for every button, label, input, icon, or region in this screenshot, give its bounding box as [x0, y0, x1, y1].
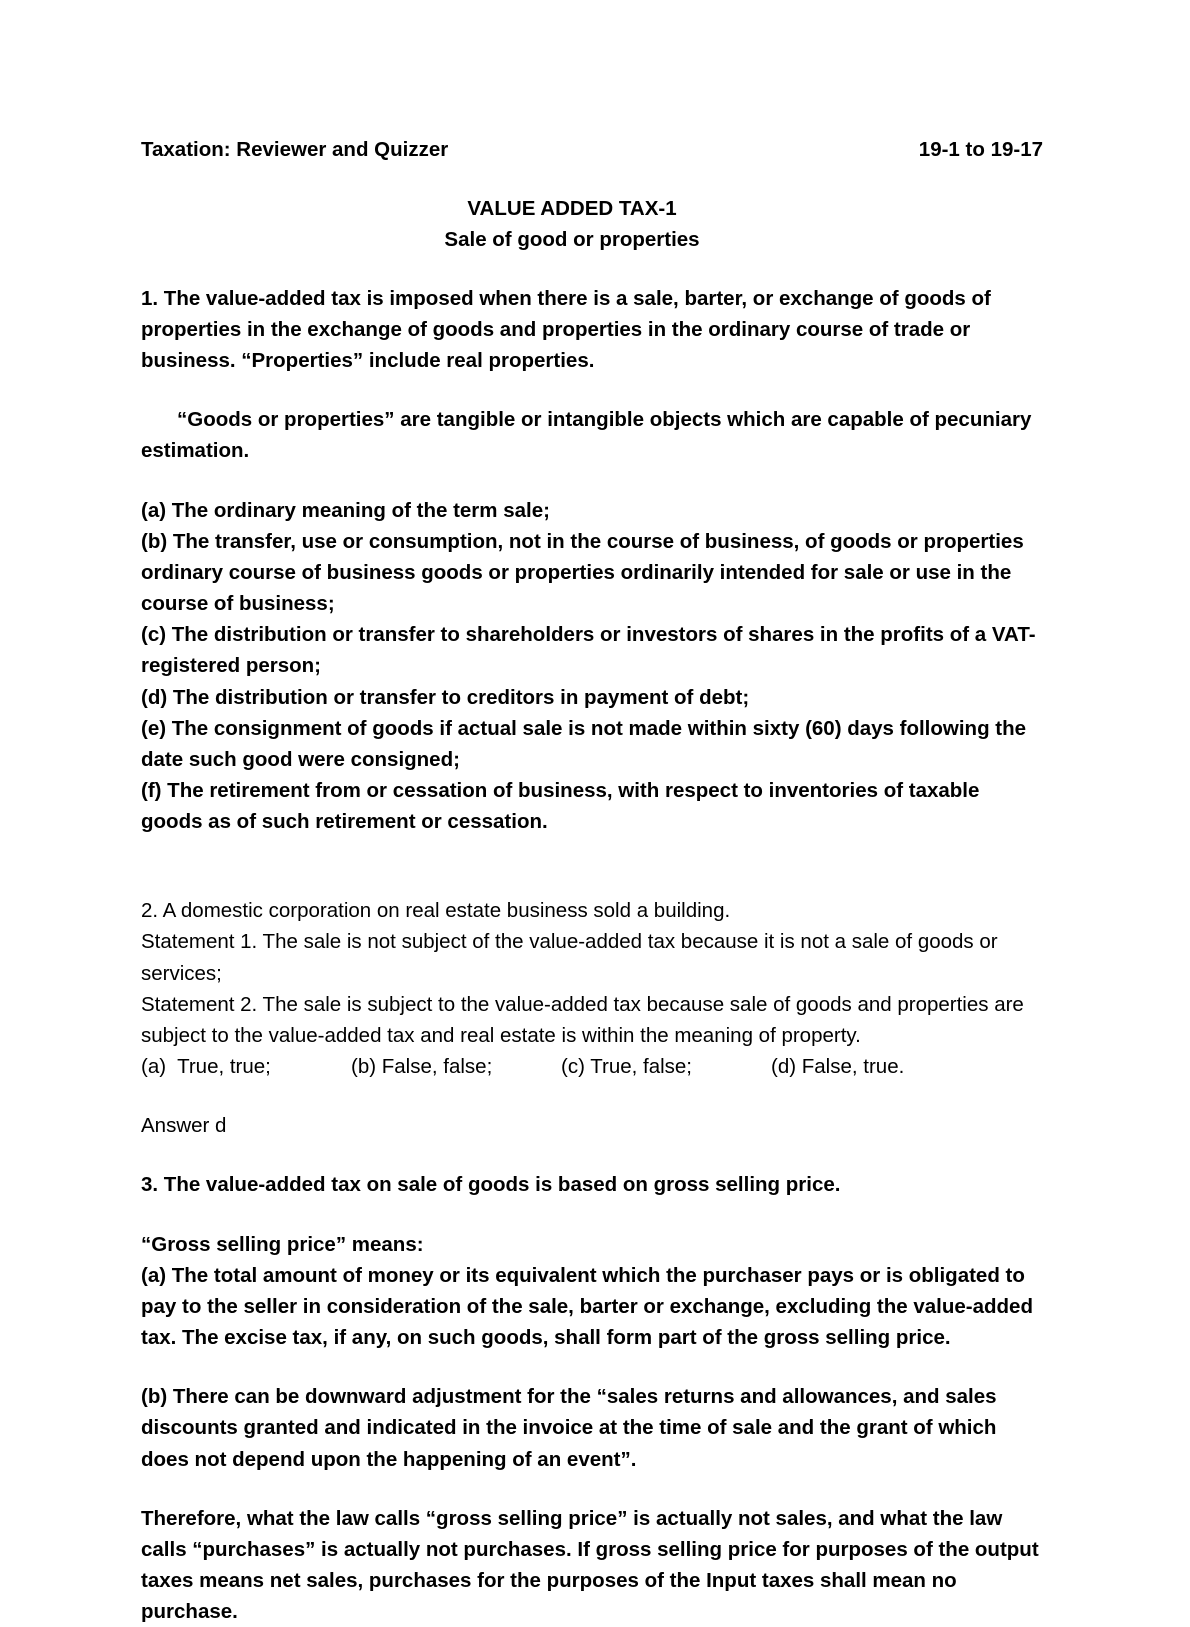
title-line-subtitle: Sale of good or properties	[444, 227, 700, 251]
list-item: (d) The distribution or transfer to creditors in payment of debt;	[141, 685, 750, 709]
item2-stem: 2. A domestic corporation on real estate business sold a building.	[141, 899, 731, 923]
title-line-primary: VALUE ADDED TAX-1	[467, 196, 677, 220]
item1-list	[141, 495, 1043, 838]
header-page-range: 19-1 to 19-17	[918, 138, 1043, 161]
page-header	[141, 140, 1043, 161]
choice-option-a[interactable]: (a) True, true;	[141, 1055, 271, 1079]
item3-stem: 3. The value-added tax on sale of goods is based on gross selling price.	[141, 1173, 841, 1197]
list-item: (f) The retirement from or cessation of business, with respect to inventories of taxable goods as of such retirement or cessation.	[141, 779, 980, 834]
item3-point-a: (a) The total amount of money or its equivalent which the purchaser pays or is obligated to pay to the seller in consideration of the sale, barter or exchange, excluding the value-added tax. The excise tax, if any, on such goods, shall form part of the gross selling price.	[141, 1263, 1033, 1350]
document-title	[141, 193, 1043, 255]
list-item: (b) The transfer, use or consumption, not in the course of business, of goods or properties ordinary course of business goods or properties ordinarily intended for sale or use in the course of business;	[141, 529, 1024, 616]
list-item: (e) The consignment of goods if actual sale is not made within sixty (60) days following the date such good were consigned;	[141, 716, 1027, 771]
choice-option-d[interactable]: (d) False, true.	[771, 1055, 905, 1079]
item3-conclusion: Therefore, what the law calls “gross selling price” is actually not sales, and what the law calls “purchases” is actually not purchases. If gross selling price for purposes of the output taxes means net sales, purchases for the purposes of the Input taxes shall mean no purchase.	[141, 1506, 1039, 1624]
item3-point-b: (b) There can be downward adjustment for the “sales returns and allowances, and sales discounts granted and indicated in the invoice at the time of sale and the grant of which does not depend upon the happening of an event”.	[141, 1385, 997, 1471]
item2-statement-2: Statement 2. The sale is subject to the value-added tax because sale of goods and properties are subject to the value-added tax and real estate is within the meaning of property.	[141, 992, 1024, 1047]
item3-definition-label: “Gross selling price” means:	[141, 1232, 424, 1256]
item1-paragraph: 1. The value-added tax is imposed when there is a sale, barter, or exchange of goods of properties in the exchange of goods and properties in the ordinary course of trade or business. “Properties” include real properties.	[141, 286, 991, 373]
list-item: (a) The ordinary meaning of the term sale;	[141, 498, 550, 522]
item2-block	[141, 895, 1043, 1082]
item3-definition-block	[141, 1229, 1043, 1354]
item2-answer: Answer d	[141, 1114, 227, 1138]
list-item: (c) The distribution or transfer to shareholders or investors of shares in the profits of a VAT-registered person;	[141, 623, 1036, 678]
section-spacer	[141, 837, 1043, 895]
item2-statement-1: Statement 1. The sale is not subject of the value-added tax because it is not a sale of goods or services;	[141, 930, 998, 985]
choice-option-b[interactable]: (b) False, false;	[351, 1055, 493, 1079]
item2-choices	[141, 1051, 1043, 1082]
item1-definition: “Goods or properties” are tangible or intangible objects which are capable of pecuniary estimation.	[141, 408, 1032, 463]
choice-option-c[interactable]: (c) True, false;	[561, 1055, 693, 1079]
document-body	[141, 283, 1043, 1627]
header-title: Taxation: Reviewer and Quizzer	[141, 138, 449, 161]
